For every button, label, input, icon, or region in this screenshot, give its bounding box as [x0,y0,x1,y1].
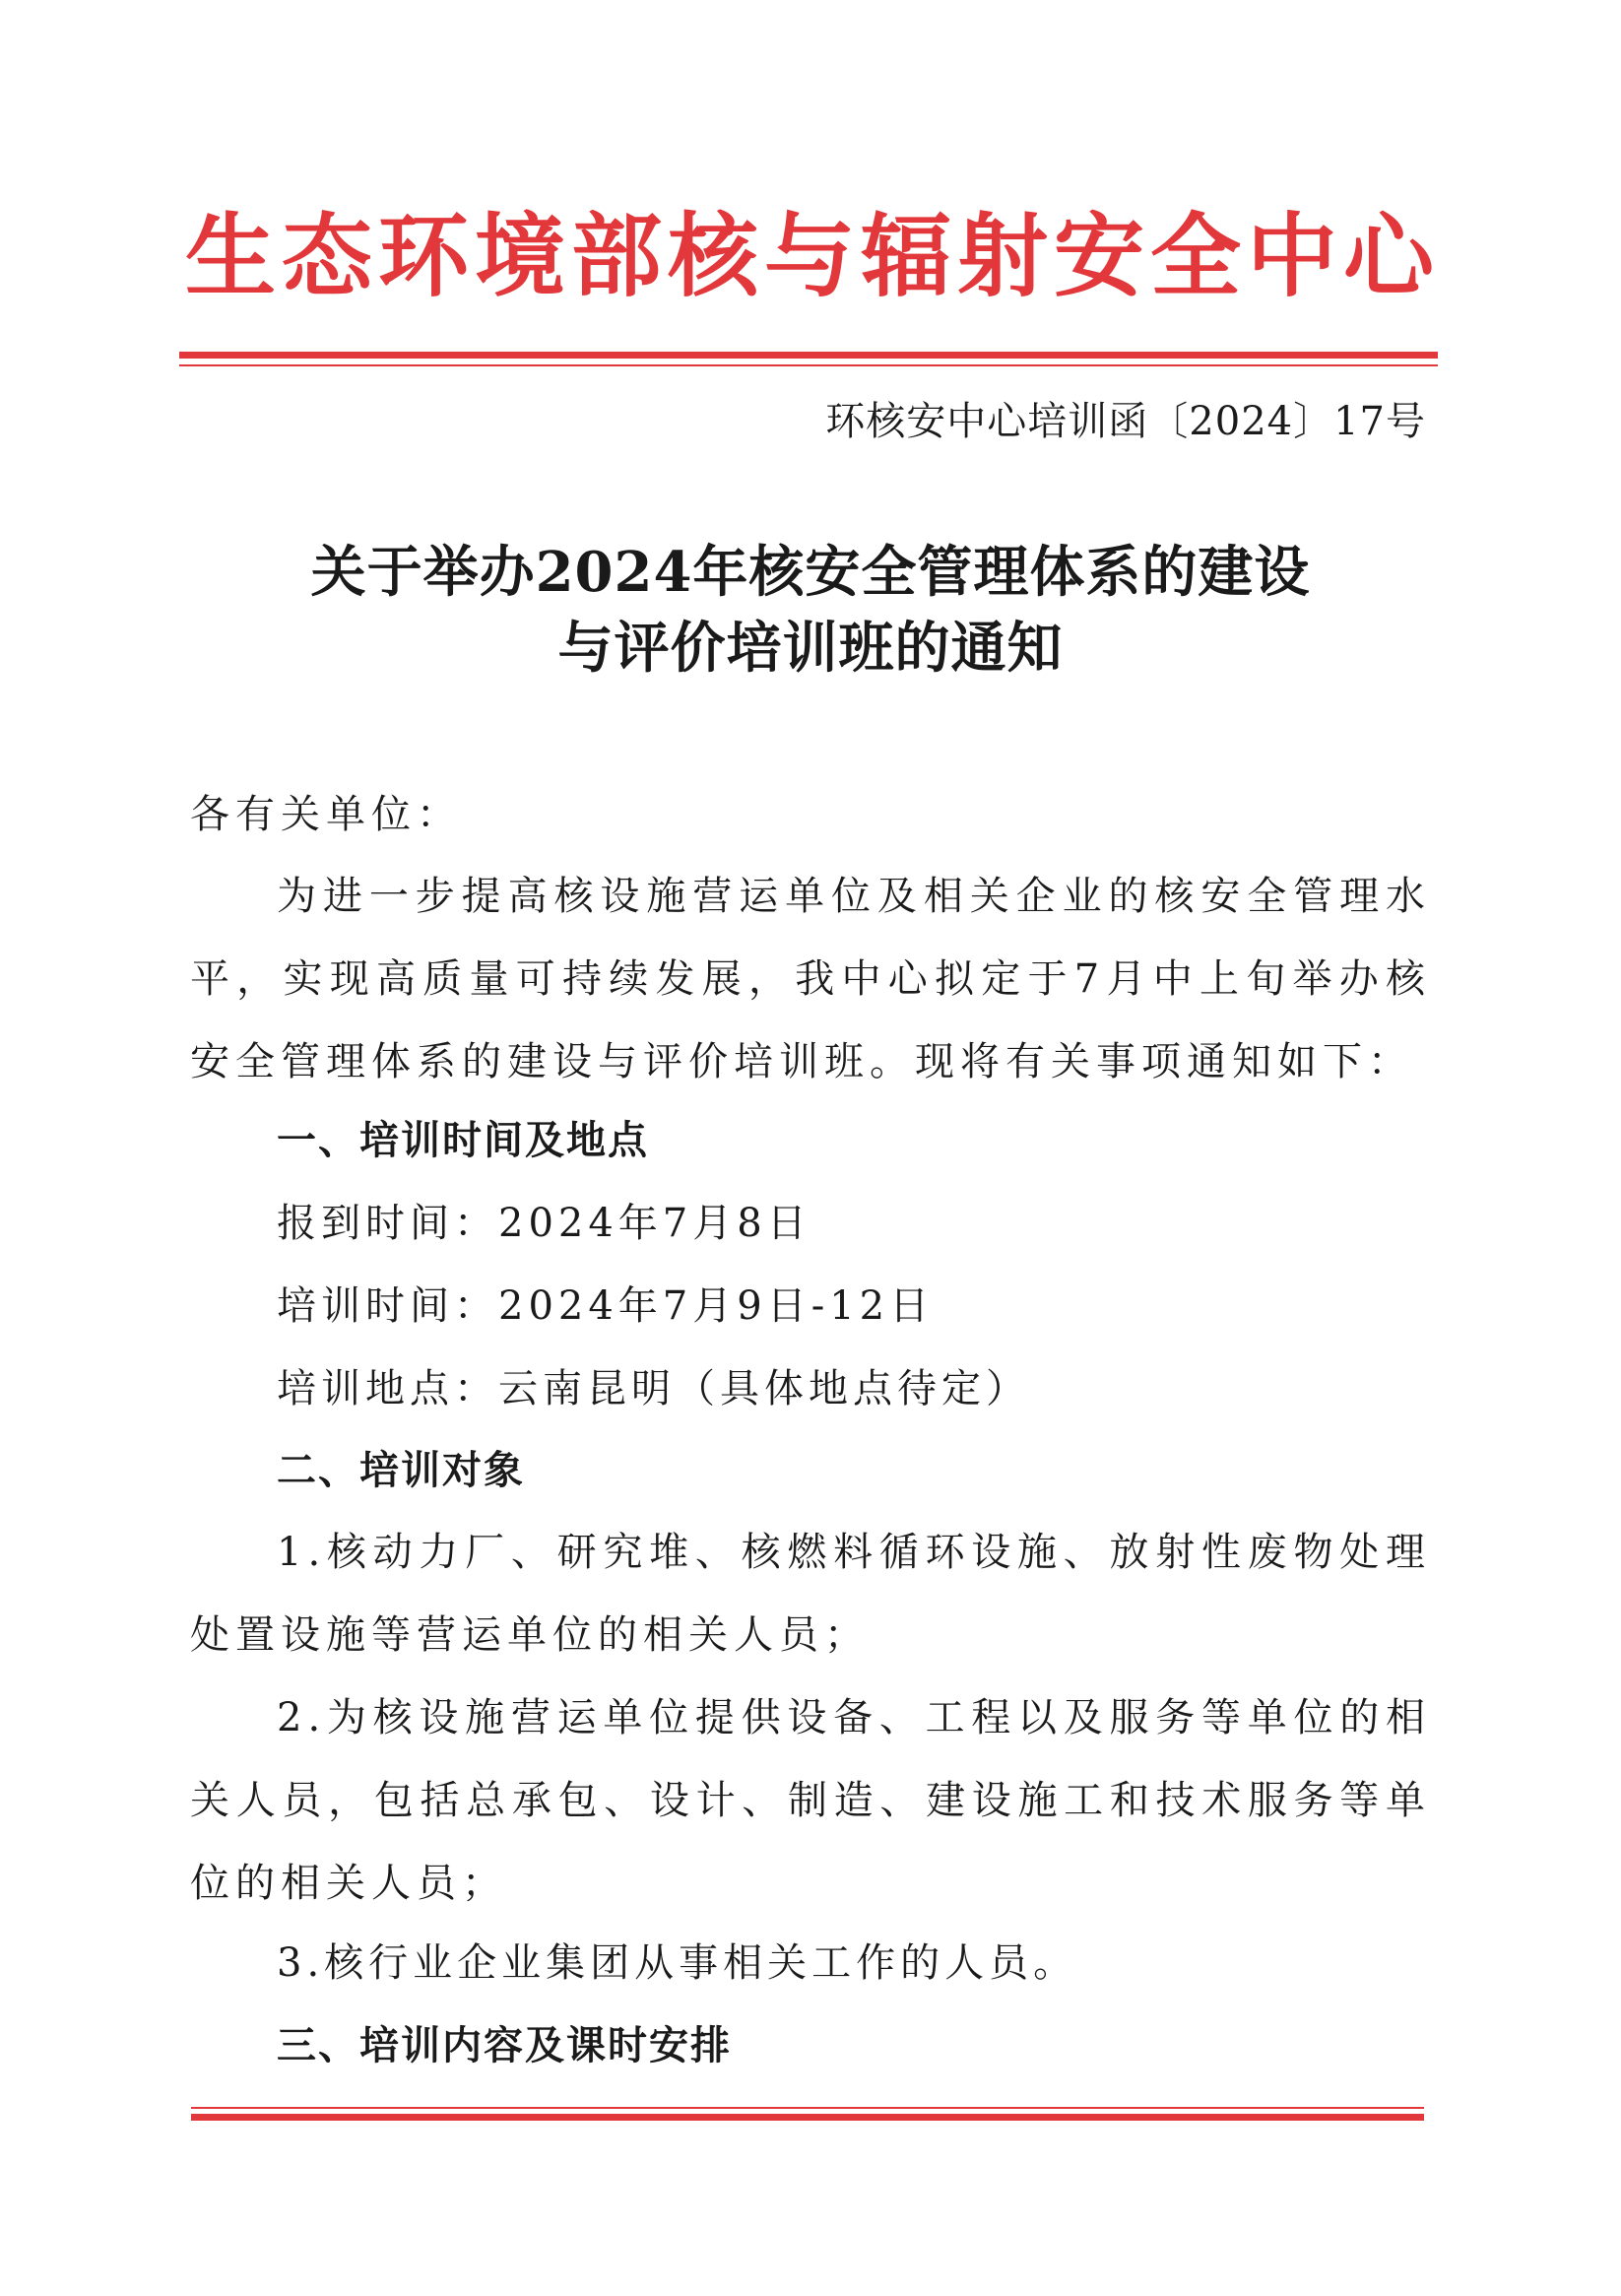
intro-paragraph: 为进一步提高核设施营运单位及相关企业的核安全管理水平，实现高质量可持续发展，我中心拟定于7月中上旬举办核安全管理体系的建设与评价培训班。现将有关事项通知如下： [190,874,1431,1084]
document-number: 环核安中心培训函〔2024〕17号 [825,399,1426,444]
participant-item-2: 2.为核设施营运单位提供设备、工程以及服务等单位的相关人员，包括总承包、设计、制造、建设施工和技术服务等单位的相关人员； [190,1695,1431,1906]
report-time: 报到时间：2024年7月8日 [277,1201,811,1246]
training-place: 培训地点：云南昆明（具体地点待定） [277,1366,1030,1411]
footer-rule-thick [191,2114,1424,2121]
section-heading-content-schedule: 三、培训内容及课时安排 [277,2023,732,2068]
training-time: 培训时间：2024年7月9日-12日 [277,1283,935,1329]
section-heading-participants: 二、培训对象 [277,1448,525,1493]
participant-item-3: 3.核行业企业集团从事相关工作的人员。 [277,1940,1078,1986]
masthead-rule-thick [179,352,1438,359]
salutation: 各有关单位： [190,792,462,837]
section-heading-time-place: 一、培训时间及地点 [277,1118,649,1163]
document-title-line-2: 与评价培训班的通知 [557,616,1064,681]
masthead-org-name: 生态环境部核与辐射安全中心 [184,204,1440,309]
participant-item-1: 1.核动力厂、研究堆、核燃料循环设施、放射性废物处理处置设施等营运单位的相关人员； [190,1530,1431,1658]
footer-rule-thin [191,2107,1424,2109]
masthead-rule-thin [179,364,1438,366]
document-title-line-1: 关于举办2024年核安全管理体系的建设 [310,540,1311,605]
